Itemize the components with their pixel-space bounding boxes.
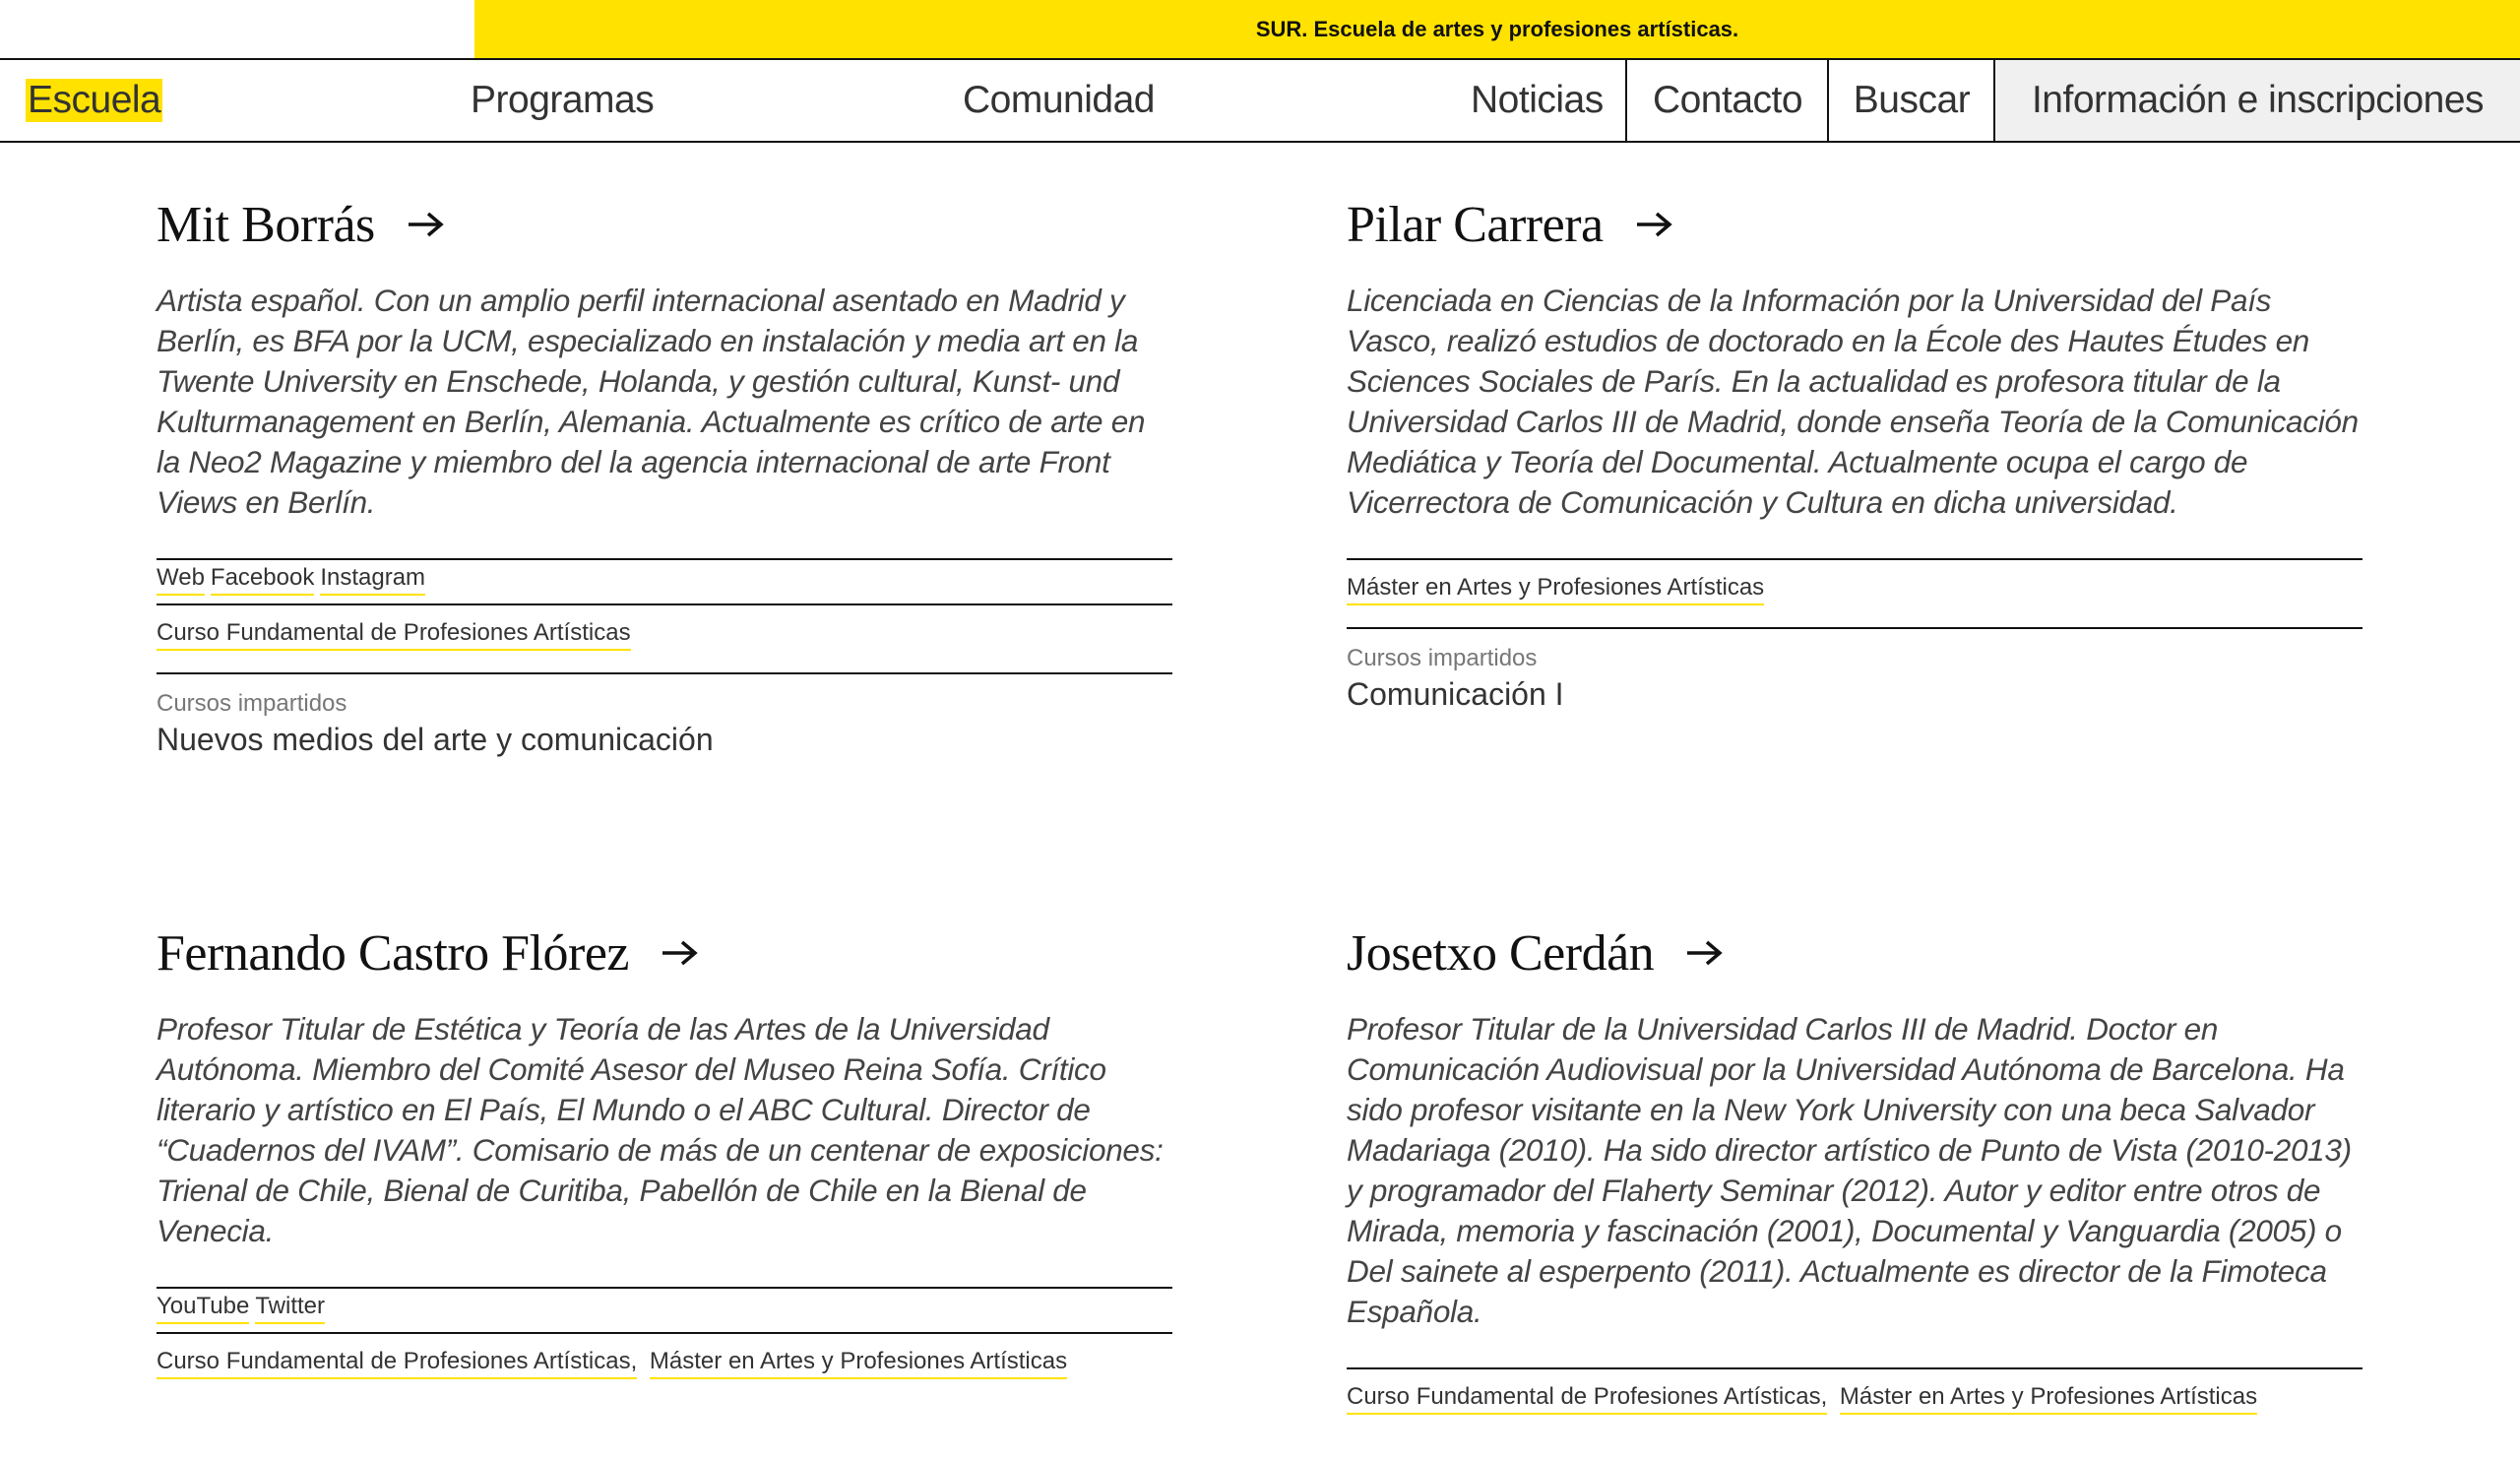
program-link[interactable]: Máster en Artes y Profesiones Artísticas	[1840, 1383, 2257, 1415]
social-links	[157, 560, 1172, 603]
profile-name-link[interactable]: Fernando Castro Flórez	[157, 919, 1172, 987]
profile-card	[1347, 190, 2362, 713]
program-link[interactable]: Máster en Artes y Profesiones Artísticas	[650, 1348, 1067, 1379]
nav-noticias[interactable]: Noticias	[1471, 79, 1604, 121]
profile-name-link[interactable]: Josetxo Cerdán	[1347, 919, 2362, 987]
profile-card	[1347, 919, 2362, 1423]
profile-name-link[interactable]: Mit Borrás	[157, 190, 1172, 259]
profile-bio: Artista español. Con un amplio perfil internacional asentado en Madrid y Berlín, es BFA por la UCM, especializado en instalación y media art en la Twente University en Enschede, Holanda, y gestión cultural, Kunst- und Kulturmanagement en Berlín, Alemania. Actualmente es crítico de arte en la Neo2 Magazine y miembro del la agencia internacional de arte Front Views en Berlín.	[157, 283, 1146, 520]
divider	[157, 672, 1172, 674]
arrow-right-icon	[407, 210, 446, 239]
program-link[interactable]: Máster en Artes y Profesiones Artísticas	[1347, 574, 1764, 605]
main-nav	[0, 60, 2520, 143]
social-link-instagram[interactable]: Instagram	[320, 564, 425, 596]
program-link[interactable]: Curso Fundamental de Profesiones Artísticas,	[157, 1348, 637, 1379]
profile-bio: Profesor Titular de Estética y Teoría de las Artes de la Universidad Autónoma. Miembro del Comité Asesor del Museo Reina Sofía. Crítico literario y artístico en El País, El Mundo o el ABC Cultural. Director de “Cuadernos del IVAM”. Comisario de más de un centenar de exposiciones: Trienal de Chile, Bienal de Curitiba, Pabellón de Chile en la Bienal de Venecia.	[157, 1011, 1164, 1248]
top-banner	[0, 0, 2520, 60]
nav-comunidad[interactable]: Comunidad	[963, 79, 1155, 121]
program-links	[157, 605, 1172, 672]
profile-bio: Licenciada en Ciencias de la Información por la Universidad del País Vasco, realizó estudios de doctorado en la École des Hautes Études en Sciences Sociales de París. En la actualidad es profesora titular de la Universidad Carlos III de Madrid, donde enseña Teoría de la Comunicación Mediática y Teoría del Documental. Actualmente ocupa el cargo de Vicerrectora de Comunicación y Cultura en dicha universidad.	[1347, 283, 2359, 520]
courses-value: Comunicación I	[1347, 676, 1564, 712]
nav-escuela[interactable]: Escuela	[28, 79, 161, 121]
courses-value: Nuevos medios del arte y comunicación	[157, 722, 714, 757]
program-link[interactable]: Curso Fundamental de Profesiones Artísticas	[157, 619, 631, 651]
arrow-right-icon	[661, 938, 700, 968]
site-tagline: SUR. Escuela de artes y profesiones artísticas.	[1255, 16, 1739, 41]
social-link-twitter[interactable]: Twitter	[255, 1293, 325, 1324]
courses-label: Cursos impartidos	[1347, 645, 1538, 671]
profile-card	[157, 919, 1172, 1387]
nav-info-inscripciones[interactable]: Información e inscripciones	[1993, 60, 2520, 141]
profile-bio: Profesor Titular de la Universidad Carlos III de Madrid. Doctor en Comunicación Audiovisual por la Universidad Autónoma de Barcelona. Ha sido profesor visitante en la New York University con una beca Salvador Madariaga (2010). Ha sido director artístico de Punto de Vista (2010-2013) y programador del Flaherty Seminar (2012). Autor y editor entre otros de Mirada, memoria y fascinación (2001), Documental y Vanguardia (2005) o Del sainete al esperpento (2011). Actualmente es director de la Fimoteca Española.	[1347, 1011, 2352, 1329]
program-links	[1347, 1369, 2362, 1423]
nav-buscar[interactable]: Buscar	[1827, 60, 1994, 141]
program-links	[1347, 560, 2362, 627]
courses-label: Cursos impartidos	[157, 690, 347, 717]
social-link-youtube[interactable]: YouTube	[157, 1293, 249, 1324]
social-link-web[interactable]: Web	[157, 564, 205, 596]
nav-contacto[interactable]: Contacto	[1625, 60, 1828, 141]
program-link[interactable]: Curso Fundamental de Profesiones Artísticas,	[1347, 1383, 1827, 1415]
profile-name-link[interactable]: Pilar Carrera	[1347, 190, 2362, 259]
arrow-right-icon	[1685, 938, 1725, 968]
social-link-facebook[interactable]: Facebook	[211, 564, 314, 596]
divider	[1347, 627, 2362, 629]
social-links	[157, 1289, 1172, 1332]
profile-card	[157, 190, 1172, 758]
program-links	[157, 1334, 1172, 1387]
arrow-right-icon	[1635, 210, 1674, 239]
nav-programas[interactable]: Programas	[471, 79, 655, 121]
